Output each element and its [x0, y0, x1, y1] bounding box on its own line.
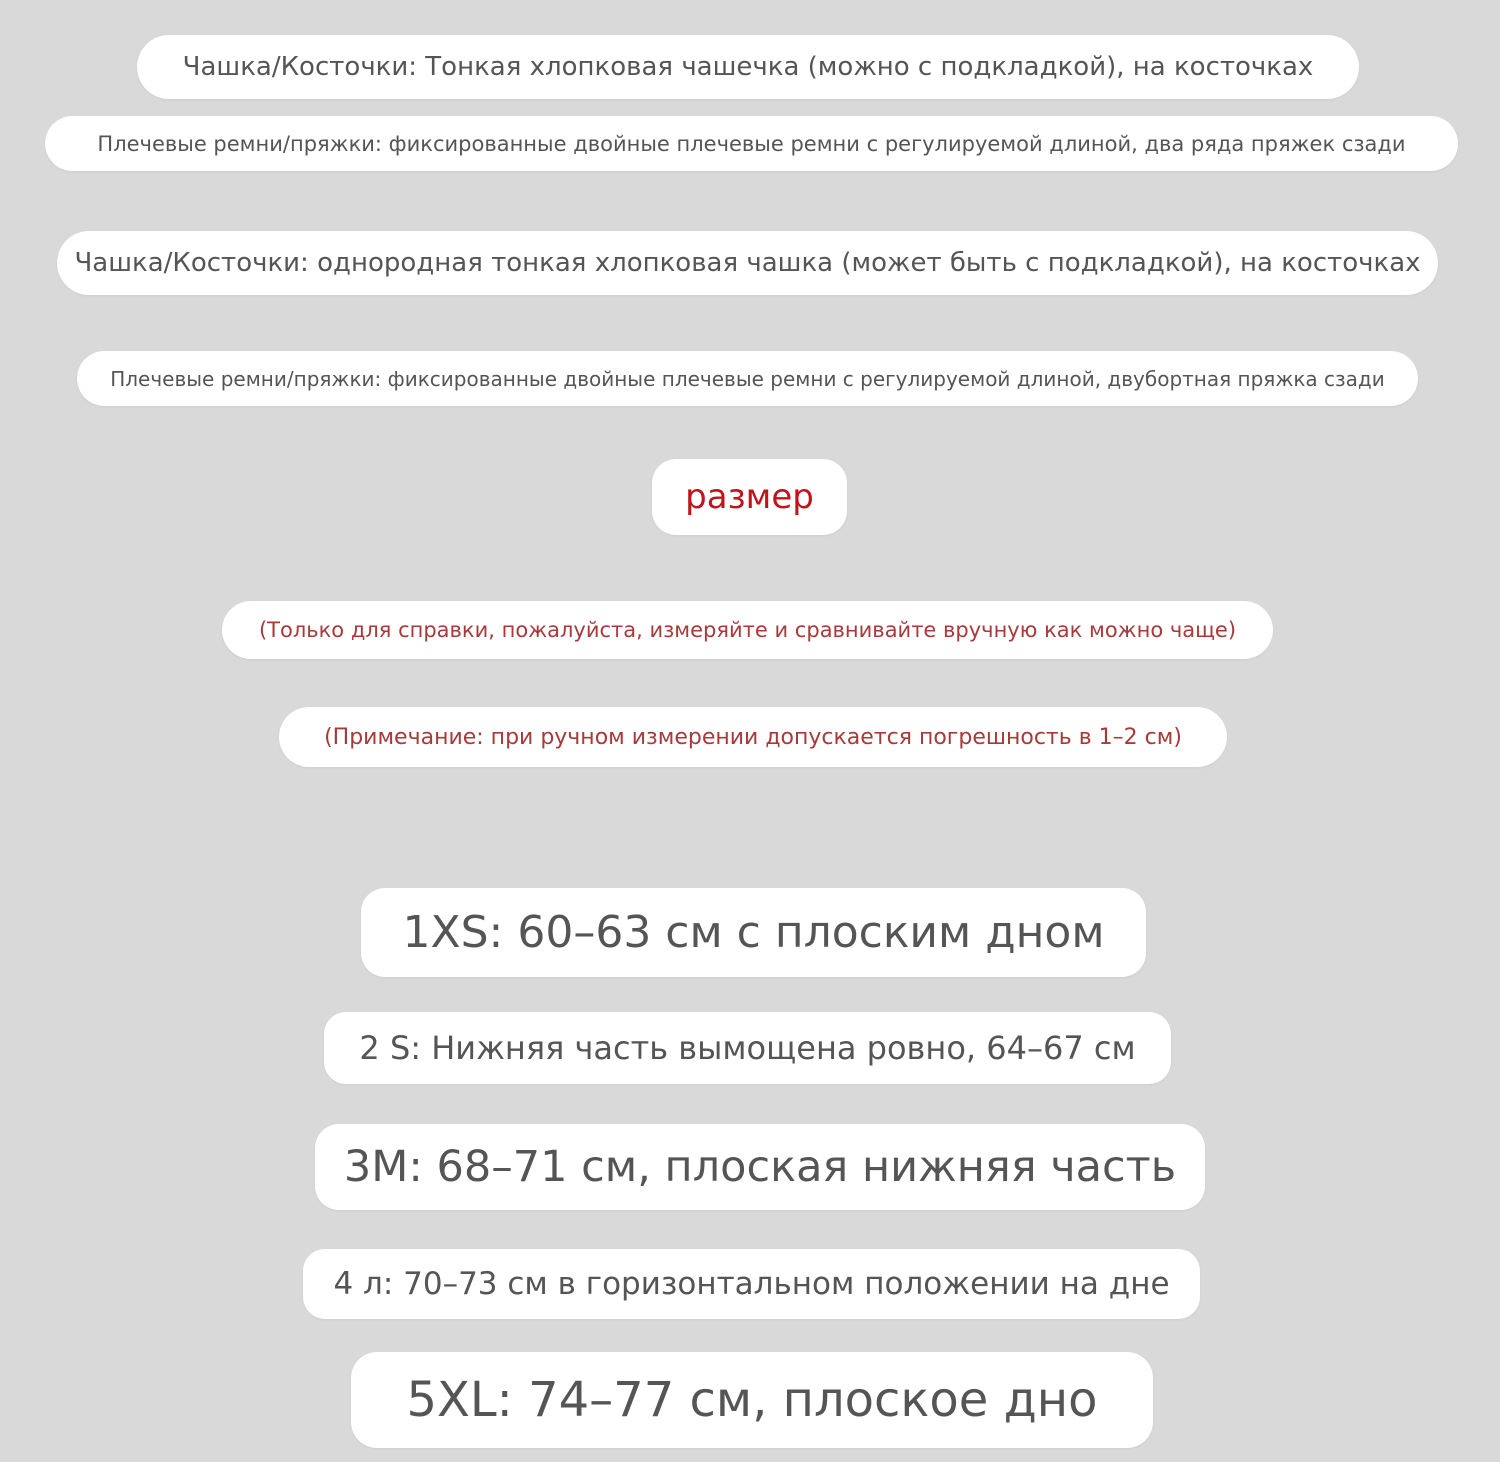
measurement-error-note [279, 707, 1227, 767]
size-2s-text: 2 S: Нижняя часть вымощена ровно, 64–67 см [359, 1029, 1136, 1067]
size-row-2s [324, 1012, 1171, 1084]
size-heading-text: размер [685, 477, 814, 517]
size-heading [652, 459, 847, 535]
size-3m-text: 3M: 68–71 см, плоская нижняя часть [343, 1142, 1177, 1192]
straps-buckles-description-1 [45, 116, 1458, 171]
size-1xs-text: 1XS: 60–63 см с плоским дном [402, 907, 1105, 958]
size-5xl-text: 5XL: 74–77 см, плоское дно [406, 1372, 1098, 1428]
reference-note [222, 601, 1273, 659]
size-row-4l [303, 1249, 1200, 1319]
cup-wire-description-1 [137, 35, 1359, 99]
cup-wire-text-1: Чашка/Косточки: Тонкая хлопковая чашечка (можно с подкладкой), на косточках [182, 52, 1314, 82]
straps-buckles-text-2: Плечевые ремни/пряжки: фиксированные двойные плечевые ремни с регулируемой длиной, двубортная пряжка сзади [110, 366, 1385, 391]
straps-buckles-text-1: Плечевые ремни/пряжки: фиксированные двойные плечевые ремни с регулируемой длиной, два ряда пряжек сзади [97, 131, 1406, 156]
size-4l-text: 4 л: 70–73 см в горизонтальном положении на дне [333, 1266, 1170, 1302]
cup-wire-text-2: Чашка/Косточки: однородная тонкая хлопковая чашка (может быть с подкладкой), на косточках [74, 248, 1421, 278]
size-row-5xl [351, 1352, 1153, 1448]
cup-wire-description-2 [57, 231, 1438, 295]
size-row-3m [315, 1124, 1205, 1210]
straps-buckles-description-2 [77, 351, 1418, 406]
measurement-error-note-text: (Примечание: при ручном измерении допускается погрешность в 1–2 см) [324, 724, 1182, 750]
size-row-1xs [361, 888, 1146, 977]
reference-note-text: (Только для справки, пожалуйста, измеряйте и сравнивайте вручную как можно чаще) [258, 618, 1237, 642]
